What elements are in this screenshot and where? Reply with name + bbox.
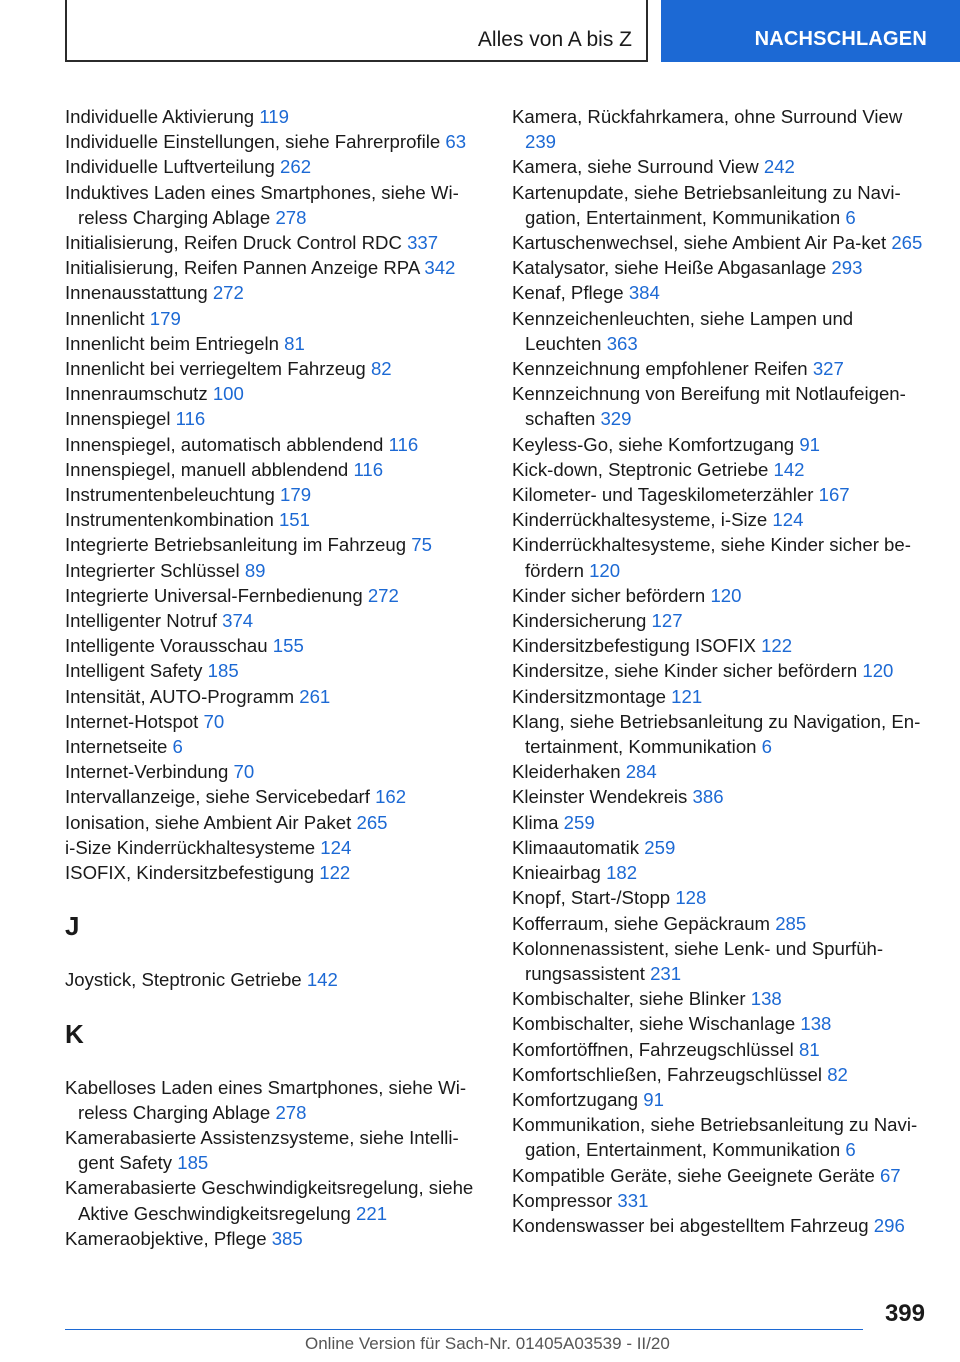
index-entry — [512, 457, 932, 482]
index-entry-page-link[interactable]: 124 — [320, 836, 352, 858]
index-entry — [512, 255, 932, 280]
index-entry-page-link[interactable]: 142 — [773, 458, 805, 480]
index-entry-term: Kennzeichenleuchten, siehe Lampen und Leuchten — [512, 307, 854, 354]
index-entry-page-link[interactable]: 120 — [862, 660, 894, 682]
index-entry-page-link[interactable]: 259 — [563, 811, 595, 833]
index-entry-term: Innenraumschutz — [65, 383, 208, 405]
index-entry — [65, 734, 485, 759]
index-entry — [512, 885, 932, 910]
index-entry — [65, 280, 485, 305]
index-entry — [512, 759, 932, 784]
index-entry-term: Induktives Laden eines Smartphones, siehe Wi-reless Charging Ablage — [65, 181, 459, 228]
index-entry — [65, 381, 485, 406]
index-entry-term: Integrierte Betriebsanleitung im Fahrzeug — [65, 534, 407, 556]
index-entry-term: Komfortschließen, Fahrzeugschlüssel — [512, 1063, 823, 1085]
index-entry — [65, 759, 485, 784]
index-entry-page-link[interactable]: 122 — [319, 862, 351, 884]
index-entry-term: Kamera, Rückfahrkamera, ohne Surround View — [512, 106, 903, 127]
index-entry-term: Kilometer- und Tageskilometerzähler — [512, 484, 814, 506]
index-entry-page-link[interactable]: 278 — [275, 1101, 307, 1123]
index-entry — [512, 1188, 932, 1213]
index-entry-page-link[interactable]: 91 — [799, 433, 821, 455]
index-entry — [65, 331, 485, 356]
index-entry-page-link[interactable]: 127 — [651, 610, 683, 632]
index-entry — [65, 684, 485, 709]
index-entry-term: Kindersitze, siehe Kinder sicher befördern — [512, 660, 858, 682]
index-entry — [65, 457, 485, 482]
index-entry-term: Initialisierung, Reifen Pannen Anzeige RPA — [65, 257, 420, 279]
index-entry-page-link[interactable]: 167 — [818, 484, 850, 506]
index-entry-page-link[interactable]: 63 — [445, 131, 467, 153]
index-entry — [65, 180, 485, 230]
index-entry-page-link[interactable]: 179 — [149, 307, 181, 329]
index-entry-term: Instrumentenbeleuchtung — [65, 484, 275, 506]
index-entry-term: Kinderrückhaltesysteme, i-Size — [512, 509, 768, 531]
index-entry — [65, 1226, 485, 1251]
index-entry — [512, 911, 932, 936]
index-entry-term: Internetseite — [65, 736, 168, 758]
page-number: 399 — [884, 1300, 925, 1327]
header-section-box — [65, 0, 648, 62]
index-entry — [512, 784, 932, 809]
index-entry-page-link[interactable]: 128 — [675, 887, 707, 909]
index-entry — [512, 356, 932, 381]
index-entry-term: i-Size Kinderrückhaltesysteme — [65, 836, 316, 858]
index-entry-page-link[interactable]: 91 — [643, 1088, 664, 1110]
index-entry-page-link[interactable]: 272 — [212, 282, 244, 304]
index-entry-term: Kabelloses Laden eines Smartphones, siehe Wi-reless Charging Ablage — [65, 1076, 467, 1123]
index-entry-page-link[interactable]: 82 — [827, 1063, 848, 1085]
index-entry-term: Innenlicht beim Entriegeln — [65, 332, 279, 354]
index-entry-page-link[interactable]: 285 — [775, 912, 807, 934]
index-entry — [65, 658, 485, 683]
index-entry — [512, 1213, 932, 1238]
index-entry-term: Kamerabasierte Assistenzsysteme, siehe Intelli-gent Safety — [65, 1126, 459, 1174]
index-entry-page-link[interactable]: 384 — [628, 282, 660, 304]
index-entry — [65, 583, 485, 608]
index-entry-page-link[interactable]: 121 — [671, 685, 703, 707]
index-entry — [512, 608, 932, 633]
index-entry-page-link[interactable]: 120 — [589, 559, 621, 581]
header-tab-nachschlagen[interactable] — [661, 0, 960, 62]
index-entry-page-link[interactable]: 6 — [845, 1139, 856, 1161]
index-entry-page-link[interactable]: 278 — [275, 206, 307, 228]
index-entry-page-link[interactable]: 374 — [222, 610, 254, 632]
index-entry-term: Kindersicherung — [512, 610, 647, 632]
index-entry-page-link[interactable]: 89 — [244, 559, 266, 581]
index-entry-page-link[interactable]: 151 — [278, 509, 310, 531]
index-entry — [512, 280, 932, 305]
index-entry-term: Innenspiegel, automatisch abblendend — [65, 433, 384, 455]
index-entry-term: Kameraobjektive, Pflege — [65, 1227, 267, 1249]
index-entry — [512, 381, 932, 431]
index-entry-page-link[interactable]: 265 — [891, 232, 923, 254]
header-tab-label: NACHSCHLAGEN — [754, 28, 927, 50]
index-entry-term: Kofferraum, siehe Gepäckraum — [512, 912, 771, 934]
index-entry — [65, 129, 485, 154]
index-entry — [512, 986, 932, 1011]
index-entry-term: Kamerabasierte Geschwindigkeitsregelung, siehe Aktive Geschwindigkeitsregelung — [65, 1177, 474, 1224]
index-entry-page-link[interactable]: 185 — [177, 1152, 209, 1174]
index-entry-page-link[interactable]: 6 — [845, 206, 856, 228]
index-entry-term: Instrumentenkombination — [65, 509, 274, 531]
index-entry-page-link[interactable]: 337 — [407, 232, 439, 254]
index-entry — [512, 835, 932, 860]
index-entry — [65, 1075, 485, 1125]
index-column-right — [512, 104, 932, 1238]
index-entry — [512, 306, 932, 356]
index-entry-term: Kamera, siehe Surround View — [512, 156, 759, 178]
index-entry-term: Kennzeichnung empfohlener Reifen — [512, 358, 808, 380]
index-entry-page-link[interactable]: 6 — [172, 736, 183, 758]
index-entry — [512, 1011, 932, 1036]
index-entry-page-link[interactable]: 385 — [271, 1227, 303, 1249]
index-entry — [65, 482, 485, 507]
index-entry-page-link[interactable]: 116 — [353, 458, 384, 480]
index-entry — [65, 784, 485, 809]
index-entry-term: Kinder sicher befördern — [512, 584, 706, 606]
index-entry-page-link[interactable]: 296 — [873, 1214, 905, 1236]
index-entry-term: Internet-Verbindung — [65, 761, 229, 783]
index-entry — [65, 255, 485, 280]
index-entry — [65, 306, 485, 331]
index-entry-term: Kolonnenassistent, siehe Lenk- und Spurfüh-rungsassistent — [512, 937, 884, 984]
index-entry-page-link[interactable]: 386 — [692, 786, 724, 808]
footer-divider — [65, 1329, 863, 1330]
index-entry — [65, 104, 485, 129]
index-entry — [512, 583, 932, 608]
index-entry-page-link[interactable]: 342 — [424, 257, 456, 279]
index-entry-page-link[interactable]: 116 — [388, 433, 419, 455]
index-entry-page-link[interactable]: 261 — [299, 685, 331, 707]
index-entry-page-link[interactable]: 182 — [606, 862, 638, 884]
footer-text: Online Version für Sach-Nr. 01405A03539 - II/20 — [305, 1334, 670, 1353]
index-entry-term: Kartenupdate, siehe Betriebsanleitung zu Navi-gation, Entertainment, Kommunikation — [512, 181, 901, 228]
index-letter-heading: K — [65, 1018, 84, 1049]
index-entry-page-link[interactable]: 82 — [370, 358, 392, 380]
index-entry-page-link[interactable]: 67 — [879, 1164, 901, 1186]
index-entry-page-link[interactable]: 81 — [284, 332, 305, 354]
index-entry-term: Klima — [512, 811, 559, 833]
index-entry-term: Keyless-Go, siehe Komfortzugang — [512, 433, 795, 455]
index-entry-term: Kombischalter, siehe Wischanlage — [512, 1013, 796, 1035]
index-entry-page-link[interactable]: 100 — [212, 383, 244, 405]
index-entry-page-link[interactable]: 272 — [367, 584, 399, 606]
index-entry — [65, 608, 485, 633]
index-entry-term: Individuelle Aktivierung — [65, 106, 255, 127]
index-entry-term: Kleiderhaken — [512, 761, 621, 783]
index-entry-term: Kindersitzbefestigung ISOFIX — [512, 635, 756, 657]
index-entry-term: Komfortzugang — [512, 1088, 639, 1110]
index-entry-term: Kartuschenwechsel, siehe Ambient Air Pa-ket — [512, 232, 887, 254]
index-entry-page-link[interactable]: 142 — [306, 969, 338, 991]
index-entry-term: Innenlicht bei verriegeltem Fahrzeug — [65, 358, 366, 380]
index-entry-page-link[interactable]: 162 — [375, 786, 407, 808]
index-entry-page-link[interactable]: 327 — [812, 358, 844, 380]
index-entry — [512, 104, 932, 154]
index-entry-term: Knieairbag — [512, 862, 601, 884]
index-entry — [65, 532, 485, 557]
index-letter-heading: J — [65, 911, 80, 942]
index-entry — [512, 230, 932, 255]
index-entry — [65, 1125, 485, 1175]
index-entry-page-link[interactable]: 221 — [356, 1202, 388, 1224]
index-entry — [65, 154, 485, 179]
index-entry-page-link[interactable]: 6 — [761, 736, 773, 758]
index-entry-page-link[interactable]: 138 — [800, 1013, 832, 1035]
index-entry-page-link[interactable]: 262 — [280, 156, 312, 178]
index-entry-page-link[interactable]: 138 — [750, 988, 782, 1010]
index-entry-term: Individuelle Luftverteilung — [65, 156, 275, 178]
index-entry-page-link[interactable]: 363 — [606, 332, 638, 354]
index-entry-term: Intervallanzeige, siehe Servicebedarf — [65, 786, 370, 808]
index-entry-page-link[interactable]: 265 — [356, 811, 388, 833]
index-entry-page-link[interactable]: 81 — [798, 1038, 820, 1060]
index-entry — [65, 356, 485, 381]
index-entry-page-link[interactable]: 259 — [644, 836, 676, 858]
index-entry-term: Knopf, Start-/Stopp — [512, 887, 671, 909]
index-entry-page-link[interactable]: 284 — [625, 761, 657, 783]
index-entry-page-link[interactable]: 119 — [259, 106, 289, 127]
index-entry — [512, 180, 932, 230]
index-entry — [512, 154, 932, 179]
index-entry-term: Integrierte Universal-Fernbedienung — [65, 584, 363, 606]
index-entry-term: Kinderrückhaltesysteme, siehe Kinder sicher be-fördern — [512, 534, 911, 581]
index-entry — [512, 1062, 932, 1087]
index-entry — [65, 810, 485, 835]
index-entry-page-link[interactable]: 155 — [272, 635, 304, 657]
index-entry — [65, 835, 485, 860]
index-entry-term: ISOFIX, Kindersitzbefestigung — [65, 862, 315, 884]
index-entry-page-link[interactable]: 75 — [411, 534, 432, 556]
index-entry — [512, 810, 932, 835]
index-entry-page-link[interactable]: 293 — [831, 257, 863, 279]
index-entry — [512, 936, 932, 986]
index-entry — [512, 532, 932, 582]
index-entry — [512, 432, 932, 457]
index-entry-term: Intelligent Safety — [65, 660, 203, 682]
index-entry-term: Kompressor — [512, 1189, 613, 1211]
index-entry — [512, 1087, 932, 1112]
index-entry-term: Intelligenter Notruf — [65, 610, 217, 632]
index-entry-term: Innenlicht — [65, 307, 145, 329]
index-entry-term: Joystick, Steptronic Getriebe — [65, 969, 302, 991]
index-entry — [65, 709, 485, 734]
index-entry-term: Internet-Hotspot — [65, 710, 199, 732]
index-entry-term: Innenspiegel — [65, 408, 171, 430]
index-entry-term: Klang, siehe Betriebsanleitung zu Navigation, En-tertainment, Kommunikation — [512, 710, 921, 758]
index-entry — [65, 633, 485, 658]
index-entry-term: Klimaautomatik — [512, 836, 640, 858]
index-entry-term: Katalysator, siehe Heiße Abgasanlage — [512, 257, 827, 279]
index-entry-term: Komfortöffnen, Fahrzeugschlüssel — [512, 1038, 794, 1060]
index-entry-term: Kompatible Geräte, siehe Geeignete Geräte — [512, 1164, 875, 1186]
index-entry — [512, 1163, 932, 1188]
index-entry-page-link[interactable]: 179 — [280, 484, 312, 506]
index-entry — [512, 860, 932, 885]
index-entry — [512, 1037, 932, 1062]
index-entry — [512, 709, 932, 759]
index-entry-page-link[interactable]: 116 — [175, 408, 206, 430]
index-entry-term: Kombischalter, siehe Blinker — [512, 988, 746, 1010]
index-entry-page-link[interactable]: 120 — [710, 584, 742, 606]
index-entry-term: Kick-down, Steptronic Getriebe — [512, 458, 769, 480]
index-entry — [65, 507, 485, 532]
index-entry-term: Kennzeichnung von Bereifung mit Notlaufeigen-schaften — [512, 383, 906, 430]
index-entry-term: Kenaf, Pflege — [512, 282, 624, 304]
index-entry — [512, 658, 932, 683]
index-entry-term: Individuelle Einstellungen, siehe Fahrerprofile — [65, 131, 441, 153]
index-entry-page-link[interactable]: 242 — [763, 156, 795, 178]
index-entry — [512, 1112, 932, 1162]
index-entry — [512, 482, 932, 507]
index-entry-page-link[interactable]: 70 — [203, 710, 225, 732]
index-entry-term: Kleinster Wendekreis — [512, 786, 688, 808]
index-entry-term: Initialisierung, Reifen Druck Control RDC — [65, 232, 402, 254]
index-entry-page-link[interactable]: 329 — [600, 408, 632, 430]
index-entry — [512, 507, 932, 532]
index-entry — [65, 432, 485, 457]
index-entry-term: Kommunikation, siehe Betriebsanleitung zu Navi-gation, Entertainment, Kommunikation — [512, 1114, 918, 1161]
index-entry-page-link[interactable]: 185 — [207, 660, 239, 682]
index-entry — [65, 1175, 485, 1225]
index-entry — [65, 406, 485, 431]
index-entry-term: Kondenswasser bei abgestelltem Fahrzeug — [512, 1214, 869, 1236]
index-entry — [65, 558, 485, 583]
index-entry — [65, 860, 485, 885]
index-entry — [65, 967, 485, 992]
index-entry — [512, 633, 932, 658]
index-entry-term: Kindersitzmontage — [512, 685, 666, 707]
index-entry-term: Innenausstattung — [65, 282, 208, 304]
index-entry-page-link[interactable]: 231 — [650, 962, 682, 984]
index-column-left — [65, 104, 485, 1251]
index-entry-term: Intelligente Vorausschau — [65, 635, 268, 657]
index-entry — [512, 684, 932, 709]
index-entry-page-link[interactable]: 70 — [233, 761, 255, 783]
index-entry — [65, 230, 485, 255]
index-entry-term: Ionisation, siehe Ambient Air Paket — [65, 811, 352, 833]
index-entry-term: Innenspiegel, manuell abblendend — [65, 458, 349, 480]
index-entry-page-link[interactable]: 124 — [772, 509, 804, 531]
index-entry-page-link[interactable]: 122 — [761, 635, 793, 657]
section-title: Alles von A bis Z — [477, 28, 632, 51]
index-entry-term: Integrierter Schlüssel — [65, 559, 240, 581]
index-entry-page-link[interactable]: 331 — [617, 1189, 649, 1211]
index-entry-page-link[interactable]: 239 — [525, 131, 557, 153]
index-entry-term: Intensität, AUTO-Programm — [65, 685, 295, 707]
